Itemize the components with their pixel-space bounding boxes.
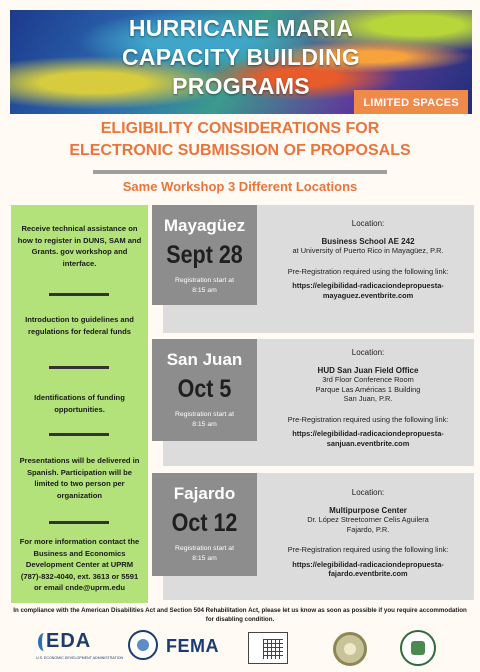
location-label: Location:	[351, 488, 385, 497]
registration-link-line[interactable]: https://elegibilidad-radicaciondepropuesta-	[292, 429, 444, 438]
separator	[49, 366, 109, 369]
tagline: Same Workshop 3 Different Locations	[122, 179, 358, 194]
registration-line: 8:15 am	[192, 554, 217, 562]
location-info-san-juan	[265, 348, 471, 448]
event-date: Oct 5	[177, 375, 232, 403]
prereg-note: Pre-Registration required using the following link:	[287, 414, 449, 424]
info-item: Receive technical assistance on how to register in DUNS, SAM and Grants. gov workshop and interface.	[17, 224, 142, 268]
compliance-notice: In compliance with the American Disabilities Act and Section 504 Rehabilitation Act, please let us know as soon as possible if you require accommodation for disabling condition.	[13, 607, 467, 623]
eligibility-heading-line: ELIGIBILITY CONSIDERATIONS FOR	[100, 120, 380, 137]
header-banner	[10, 10, 472, 114]
eligibility-heading-line: ELECTRONIC SUBMISSION OF PROPOSALS	[69, 142, 411, 159]
address-line: Parque Las Américas 1 Building	[315, 384, 421, 394]
limited-spaces-badge: LIMITED SPACES	[354, 90, 468, 114]
eda-logo-text: EDA	[46, 630, 92, 652]
registration-line: 8:15 am	[192, 420, 217, 428]
registration-link-line[interactable]: fajardo.eventbrite.com	[328, 569, 408, 578]
info-item: Identifications of funding opportunities.	[34, 393, 125, 414]
city-name: San Juan	[166, 350, 243, 369]
puerto-rico-seal-icon	[400, 630, 436, 666]
info-item: Presentations will be delivered in Spanish. Participation will be limited to two person per organization	[19, 456, 140, 500]
address-line: 3rd Floor Conference Room	[322, 375, 414, 384]
prereg-note: Pre-Registration required using the following link:	[287, 266, 449, 276]
location-label: Location:	[351, 219, 385, 228]
separator	[49, 433, 109, 436]
banner-title	[10, 14, 472, 101]
registration-time	[152, 544, 257, 563]
city-name: Fajardo	[173, 484, 236, 503]
registration-line: Registration start at	[175, 545, 234, 552]
registration-time	[152, 410, 257, 429]
banner-title-line: HURRICANE MARIA	[128, 15, 354, 41]
separator	[49, 293, 109, 296]
city-name: Mayagüez	[163, 216, 246, 235]
registration-link-line[interactable]: https://elegibilidad-radicaciondepropuesta-	[292, 281, 444, 290]
contact-info: For more information contact the Business and Economics Development Center at UPRM (787)-832-4040, ext. 3613 or 5591 or email cnde@uprm.edu	[19, 537, 140, 592]
date-box-san-juan	[152, 339, 257, 441]
grid-icon	[263, 639, 283, 659]
info-column	[11, 205, 148, 603]
banner-title-line: PROGRAMS	[172, 73, 310, 99]
registration-link[interactable]	[265, 429, 471, 448]
location-info-mayaguez	[265, 219, 471, 300]
place-name: Business School AE 242	[321, 236, 415, 246]
address-line: Fajardo, P.R.	[346, 524, 390, 534]
info-item: Introduction to guidelines and regulations for federal funds	[25, 315, 134, 336]
address-line: Dr. López Streetcorner Celis Aguilera	[307, 515, 429, 524]
event-date: Sept 28	[166, 241, 243, 269]
eda-logo	[36, 628, 124, 666]
dhs-seal-icon	[128, 630, 158, 660]
divider	[93, 170, 387, 174]
registration-link-line[interactable]: https://elegibilidad-radicaciondepropuesta-	[292, 559, 444, 569]
address-line: San Juan, P.R.	[343, 394, 393, 403]
fema-logo: FEMA	[166, 636, 219, 656]
registration-line: 8:15 am	[192, 286, 217, 294]
prereg-note: Pre-Registration required using the following link:	[287, 545, 449, 554]
registration-line: Registration start at	[175, 411, 234, 418]
registration-link[interactable]	[265, 281, 471, 300]
date-box-mayaguez	[152, 205, 257, 305]
center-logo-icon	[248, 632, 288, 664]
address-line: at University of Puerto Rico in Mayagüez, P.R.	[292, 246, 444, 255]
university-seal-icon	[333, 632, 367, 666]
registration-link[interactable]	[265, 560, 471, 579]
registration-link-line[interactable]: mayaguez.eventbrite.com	[322, 290, 414, 300]
eligibility-heading	[0, 118, 480, 162]
registration-time	[152, 276, 257, 295]
banner-title-line: CAPACITY BUILDING	[121, 44, 361, 70]
eda-logo-subtitle: U.S. ECONOMIC DEVELOPMENT ADMINISTRATION	[36, 656, 124, 660]
date-box-fajardo	[152, 473, 257, 576]
location-info-fajardo	[265, 488, 471, 579]
registration-link-line[interactable]: sanjuan.eventbrite.com	[326, 438, 410, 448]
separator	[49, 521, 109, 524]
place-name: Multipurpose Center	[329, 505, 407, 515]
event-date: Oct 12	[171, 509, 238, 537]
location-label: Location:	[351, 348, 385, 357]
place-name: HUD San Juan Field Office	[317, 365, 419, 375]
registration-line: Registration start at	[175, 277, 234, 284]
